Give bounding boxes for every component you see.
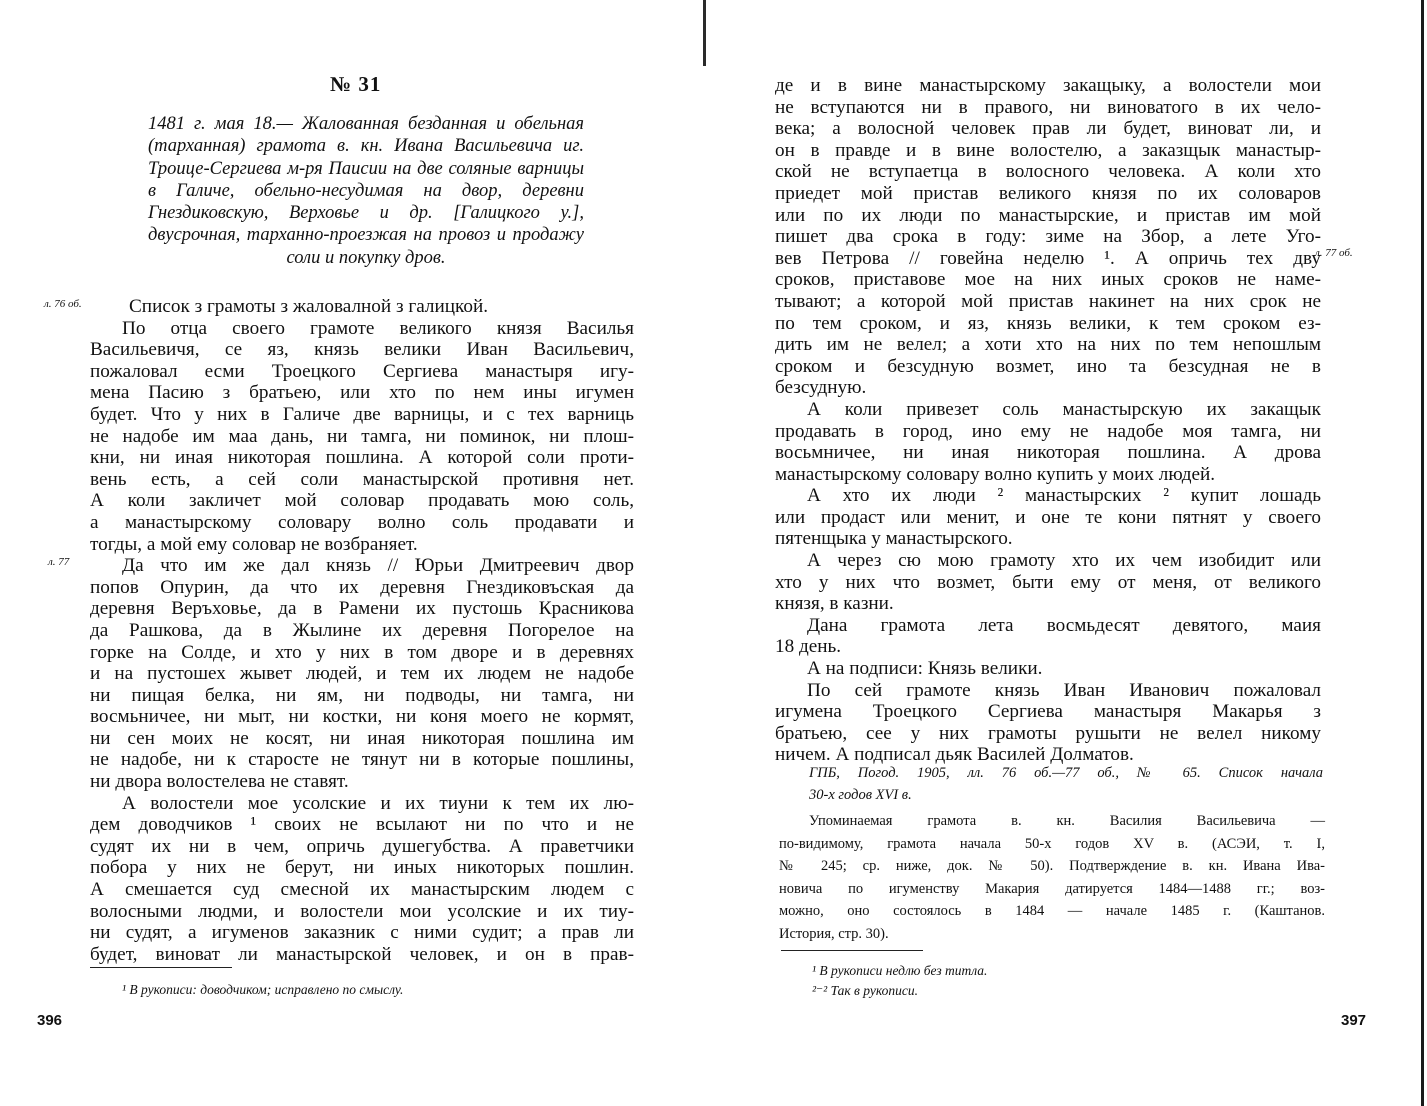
text-line: сроком и безсудную возмет, ино та безсудная не в [775, 355, 1321, 377]
document-heading: 1481 г. мая 18.— Жалованная безданная и обельная (тарханная) грамота в. кн. Ивана Васильевича иг. Троице-Сергиева м-ря Паисии на две соляные варницы в Галиче, обельно-несудимая на двор, деревни Гнездиковскую, Верховье и др. [Галицкого у.], двусрочная, тарханно-проезжая на провоз и продажу соли и покупку дров. [148, 114, 584, 268]
text-line: А через сю мою грамоту хто их чем изобидит или [807, 550, 1321, 572]
text-line: не надобе им маа дань, ни тамга, ни поминок, ни плош- [90, 425, 634, 447]
text-line: а манастырскому соловару волно соль продавати и [90, 511, 634, 533]
text-line: Да что им же дал князь // Юрьи Дмитреевич двор [122, 555, 634, 577]
text-line: волосными людми, и волостели мои усолские и их тиу- [90, 900, 634, 922]
text-line: пишет два срока в году: зиме на Збор, а лете Уго- [775, 226, 1321, 248]
text-line: горке на Солде, и хто у них в том дворе и в деревнях [90, 641, 634, 663]
text-line: Дана грамота лета восмьдесят девятого, маия [807, 614, 1321, 636]
left-page [0, 0, 706, 1106]
commentary-line: можно, оно состоялось в 1484 — начале 1485 г. (Каштанов. [779, 903, 1325, 919]
text-line: побора у них не берут, ни иных никоторых пошлин. [90, 857, 634, 879]
document-number: № 31 [330, 72, 382, 96]
text-line: А на подписи: Князь велики. [807, 658, 1043, 680]
source-line: ГПБ, Погод. 1905, лл. 76 об.—77 об., № 65. Список начала [809, 765, 1323, 781]
page-number: 397 [1341, 1012, 1367, 1029]
text-line: 18 день. [775, 636, 842, 658]
commentary-line: № 245; ср. ниже, док. № 50). Подтверждение в. кн. Ивана Ива- [779, 858, 1325, 874]
text-line: братьею, сее у них грамоты рушыти не велел никому [775, 722, 1321, 744]
footnote-rule [781, 950, 923, 951]
text-line: сроков, приставове мое на них иных сроков не наме- [775, 269, 1321, 291]
text-line: А хто их люди ² манастырских ² купит лошадь [807, 485, 1321, 507]
source-line: 30-х годов XVI в. [809, 787, 912, 803]
text-line: будет. Что у них в Галиче две варницы, и с тех варниць [90, 403, 634, 425]
text-line: де и в вине манастырскому закащыку, а волостели мои [775, 75, 1321, 96]
margin-folio-note: л. 77 [48, 556, 70, 568]
margin-folio-note: л. 76 об. [44, 298, 82, 310]
text-line: пожаловал есми Троецкого Сергиева манастыря игу- [90, 360, 634, 382]
commentary-line: История, стр. 30). [779, 925, 889, 942]
margin-folio-note: л. 77 об. [1315, 247, 1353, 259]
text-line: кни, ни иная никоторая пошлина. А которой соли проти- [90, 447, 634, 469]
text-line: ской не вступаетца в волосного человека. А коли хто [775, 161, 1321, 183]
text-line: вень есть, а сей соли манастырской противня нет. [90, 468, 634, 490]
source-note [809, 762, 1323, 806]
text-line: манастырскому соловару волно купить у моих людей. [775, 463, 1216, 485]
text-line: безсудную. [775, 377, 867, 399]
text-line: или продаст или менит, и оне те кони пятнят у своего [775, 506, 1321, 528]
text-line: судят их ни в чем, опричь душегубства. А праветчики [90, 835, 634, 857]
text-line: Васильевичя, се яз, князь велики Иван Васильевич, [90, 339, 634, 361]
text-line: хто у них что возмет, быти ему от меня, от великого [775, 571, 1321, 593]
text-line: приедет мой пристав великого князя по их соловаров [775, 182, 1321, 204]
footnote-rule [90, 967, 232, 968]
text-line: вев Петрова // говейна неделю ¹. А опричь тех дву [775, 247, 1321, 269]
text-line: князя, в казни. [775, 593, 894, 615]
text-line: А коли привезет соль манастырскую их закащык [807, 398, 1321, 420]
commentary-line: новича по игуменству Макария датируется 1484—1488 гг.; воз- [779, 880, 1325, 897]
commentary-line: по-видимому, грамота начала 50-х годов XV в. (АСЭИ, т. I, [779, 835, 1325, 852]
text-line: да Рашкова, да в Жылине их деревня Погорелое на [90, 619, 634, 641]
text-line: дить им не велел; а хоти хто на них по тем непошлым [775, 334, 1321, 356]
text-line: ни сен моих не косят, ни иная никоторая пошлина им [90, 727, 634, 749]
text-line: восьмничее, ни иная никоторая пошлина. А дрова [775, 442, 1321, 464]
text-line: Список з грамоты з жаловалной з галицкой. [129, 296, 489, 317]
editorial-commentary [779, 810, 1325, 945]
footnote: ¹ В рукописи недлю без титла. [812, 963, 988, 978]
text-line: А коли закличет мой соловар продавать мою соль, [90, 490, 634, 512]
text-line: он в правде и в вине волостелю, а заказщык манастыр- [775, 139, 1321, 161]
text-line: тывают; а которой мой пристав накинет на них срок не [775, 290, 1321, 312]
text-line: века; а волосной человек прав ли будет, виноват ли, и [775, 118, 1321, 140]
text-line: мена Пасию з братьею, или хто по нем ины игумен [90, 382, 634, 404]
text-line: А волостели мое усолские и их тиуни к тем их лю- [122, 792, 634, 814]
footnote: ²⁻² Так в рукописи. [812, 983, 919, 998]
text-line: деревня Веръховье, да в Рамени их пустошь Красникова [90, 598, 634, 620]
text-line: будет, виноват ли манастырской человек, и он в прав- [90, 943, 634, 965]
right-page [708, 0, 1427, 1106]
text-line: ничем. А подписал дьяк Василей Долматов. [775, 744, 1134, 766]
text-line: или по их люди по манастырские, и пристав им мой [775, 204, 1321, 226]
commentary-line: Упоминаемая грамота в. кн. Василия Васильевича — [809, 813, 1325, 829]
right-body-text [775, 75, 1321, 766]
text-line: продавать в город, ино ему не надобе моя тамга, ни [775, 420, 1321, 442]
text-line: не надобе, ни к старосте не тянут ни в которые пошлины, [90, 749, 634, 771]
text-line: По отца своего грамоте великого князя Василья [122, 317, 634, 339]
text-line: тогды, а мой ему соловар не возбраняет. [90, 533, 418, 555]
text-line: А смешается суд смесной их манастырским людем с [90, 879, 634, 901]
text-line: и на пустошех жывет людей, и тем их людем не надобе [90, 663, 634, 685]
footnote: ¹ В рукописи: доводчиком; исправлено по смыслу. [122, 982, 404, 997]
text-line: восмьничее, ни мыт, ни костки, ни коня моего не кормят, [90, 706, 634, 728]
text-line: дем доводчиков ¹ своих не всылают ни по что и не [90, 814, 634, 836]
text-line: ни двора волостелева не ставят. [90, 771, 349, 793]
text-line: игумена Троецкого Сергиева манастыря Макарья з [775, 701, 1321, 723]
text-line: попов Опурин, да что их деревня Гнездиковъская да [90, 576, 634, 598]
left-body-text [90, 296, 634, 965]
text-line: пятенщыка у манастырского. [775, 528, 1013, 550]
text-line: ни пищая белка, ни ям, ни подводы, ни тамга, ни [90, 684, 634, 706]
text-line: По сей грамоте князь Иван Иванович пожаловал [807, 679, 1321, 701]
text-line: по тем сроком, и яз, князь велики, к тем сроком ез- [775, 312, 1321, 334]
page-number: 396 [37, 1012, 63, 1029]
text-line: ни судят, а игуменов заказник с ними судит; а прав ли [90, 922, 634, 944]
text-line: не вступаются ни в правого, ни виноватого в их чело- [775, 96, 1321, 118]
